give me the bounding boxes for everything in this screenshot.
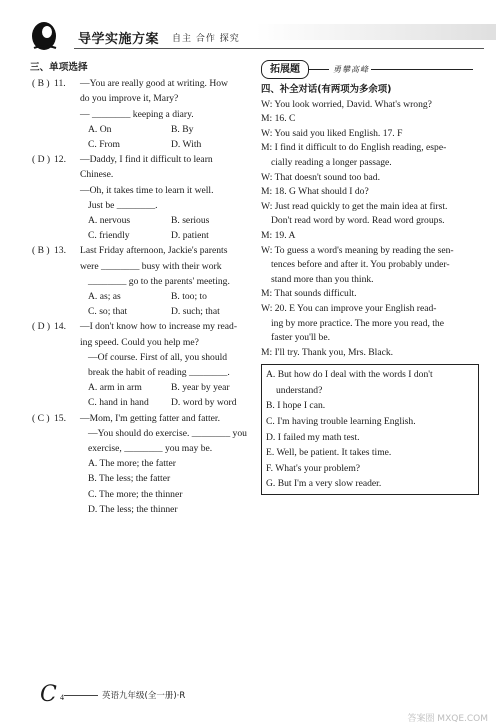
- header-subtitle: 自主 合作 探究: [172, 34, 240, 44]
- question-13: [30, 243, 250, 289]
- question-line: Just be ________.: [88, 199, 158, 211]
- options: [30, 380, 250, 410]
- question-15: [30, 411, 250, 457]
- answer-mark: ( D ): [32, 154, 51, 166]
- option: B. The less; the fatter: [88, 473, 171, 485]
- divider: [309, 69, 329, 70]
- option: A. as; as: [88, 291, 121, 303]
- option: D. I failed my math test.: [266, 431, 360, 443]
- book-logo-icon: [30, 18, 58, 54]
- question-line: exercise, ________ you may be.: [88, 443, 213, 455]
- option: C. I'm having trouble learning English.: [266, 416, 416, 428]
- options: [30, 122, 250, 152]
- question-line: —I don't know how to increase my read-: [80, 321, 238, 333]
- answer-mark: ( C ): [32, 412, 50, 424]
- question-line: break the habit of reading ________.: [88, 367, 230, 379]
- dialogue-line: M: 19. A: [261, 229, 296, 241]
- dialogue-line: Don't read word by word. Read word groups.: [271, 215, 445, 227]
- option: B. serious: [171, 215, 210, 227]
- option: D. word by word: [171, 397, 237, 409]
- question-line: ing speed. Could you help me?: [80, 336, 199, 348]
- dialogue-line: M: That sounds difficult.: [261, 288, 357, 300]
- option: A. But how do I deal with the words I don't: [266, 369, 433, 381]
- question-line: were ________ busy with their work: [80, 260, 222, 272]
- options: [30, 213, 250, 243]
- option: C. friendly: [88, 230, 130, 242]
- question-number: 12.: [54, 154, 66, 166]
- question-line: —Mom, I'm getting fatter and fatter.: [80, 412, 220, 424]
- option: D. such; that: [171, 306, 220, 318]
- section-title: 三、单项选择: [30, 62, 88, 73]
- dialogue-line: stand more than you think.: [271, 273, 374, 285]
- option: B. By: [171, 123, 194, 135]
- question-number: 14.: [54, 321, 66, 333]
- dialogue-line: W: To guess a word's meaning by reading the sen-: [261, 244, 454, 256]
- page-footer: [40, 682, 480, 706]
- question-number: 15.: [54, 412, 66, 424]
- question-line: Chinese.: [80, 169, 114, 181]
- options: [30, 456, 250, 517]
- question-11: [30, 76, 250, 122]
- option: A. nervous: [88, 215, 131, 227]
- dialogue-line: tences before and after it. You probably under-: [271, 259, 450, 271]
- question-line: Last Friday afternoon, Jackie's parents: [80, 245, 228, 257]
- question-number: 13.: [54, 245, 66, 257]
- question-number: 11.: [54, 78, 66, 90]
- header-band: [256, 24, 496, 40]
- option: F. What's your problem?: [266, 462, 361, 474]
- answer-mark: ( B ): [32, 78, 50, 90]
- question-line: — ________ keeping a diary.: [80, 108, 194, 120]
- footer-divider: [64, 695, 98, 696]
- option: D. With: [171, 139, 202, 151]
- question-line: —You should do exercise. ________ you: [88, 427, 247, 439]
- watermark: 答案圈 MXQE.COM: [407, 714, 488, 724]
- dialogue-line: W: 20. E You can improve your English read-: [261, 302, 437, 314]
- dialogue-line: cially reading a longer passage.: [271, 156, 392, 168]
- dialogue-line: W: Just read quickly to get the main idea at first.: [261, 200, 448, 212]
- section-title: 四、补全对话(有两项为多余项): [261, 84, 392, 95]
- question-14: [30, 319, 250, 380]
- answer-mark: ( D ): [32, 321, 51, 333]
- option: B. too; to: [171, 291, 207, 303]
- question-12: [30, 152, 250, 213]
- dialogue-line: ing by more practice. The more you read, the: [271, 317, 444, 329]
- question-line: —Oh, it takes time to learn it well.: [80, 184, 214, 196]
- options-box: [261, 364, 479, 495]
- option: C. so; that: [88, 306, 128, 318]
- header-title: 导学实施方案: [78, 32, 160, 47]
- option: G. But I'm a very slow reader.: [266, 478, 382, 490]
- page-number: 4: [60, 693, 64, 702]
- dialogue-line: W: You look worried, David. What's wrong?: [261, 98, 432, 110]
- option: D. The less; the thinner: [88, 503, 178, 515]
- dialogue-line: M: 16. C: [261, 113, 296, 125]
- question-line: —Daddy, I find it difficult to learn: [80, 154, 213, 166]
- dialogue-line: M: I'll try. Thank you, Mrs. Black.: [261, 346, 394, 358]
- option: A. The more; the fatter: [88, 458, 176, 470]
- single-choice-section: [30, 60, 250, 517]
- option: C. hand in hand: [88, 397, 149, 409]
- footer-text: 英语九年级(全一册)·R: [102, 691, 186, 701]
- divider: [371, 69, 473, 70]
- option: C. From: [88, 139, 120, 151]
- question-line: ________ go to the parents' meeting.: [88, 275, 230, 287]
- options: [30, 289, 250, 319]
- extension-header: [261, 60, 475, 80]
- option: B. I hope I can.: [266, 400, 326, 412]
- extension-section: [261, 60, 475, 495]
- question-line: —You are really good at writing. How: [80, 78, 228, 90]
- extension-label: 拓展题: [261, 60, 309, 79]
- answer-mark: ( B ): [32, 245, 50, 257]
- question-line: do you improve it, Mary?: [80, 93, 179, 105]
- dialogue-line: W: You said you liked English. 17. F: [261, 127, 403, 139]
- option: B. year by year: [171, 382, 230, 394]
- option: D. patient: [171, 230, 209, 242]
- question-line: —Of course. First of all, you should: [88, 351, 228, 363]
- option: A. On: [88, 123, 112, 135]
- option: understand?: [276, 384, 323, 396]
- dialogue-line: W: That doesn't sound too bad.: [261, 171, 380, 183]
- header-divider: [74, 48, 484, 49]
- page-header: [26, 24, 476, 52]
- dialogue-line: faster you'll be.: [271, 332, 331, 344]
- option: C. The more; the thinner: [88, 488, 183, 500]
- dialogue-line: M: I find it difficult to do English reading, espe-: [261, 142, 447, 154]
- option: A. arm in arm: [88, 382, 142, 394]
- dialogue-line: M: 18. G What should I do?: [261, 186, 369, 198]
- extension-sub: 勇攀高峰: [333, 65, 369, 74]
- option: E. Well, be patient. It takes time.: [266, 447, 392, 459]
- footer-swirl-icon: C: [40, 682, 57, 707]
